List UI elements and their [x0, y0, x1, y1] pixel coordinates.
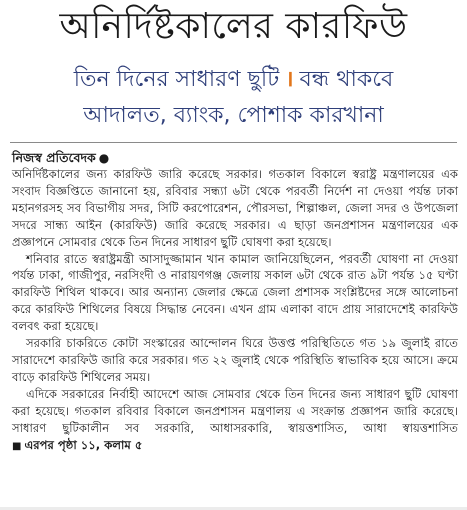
divider-rule: [10, 142, 457, 143]
subheadline-separator: ।: [285, 67, 294, 92]
headline: অনির্দিষ্টকালের কারফিউ: [59, 6, 408, 47]
byline: [12, 150, 109, 166]
article-paragraph: [12, 386, 458, 456]
subheadline-part-1: তিন দিনের সাধারণ ছুটি: [73, 67, 280, 92]
byline-text: নিজস্ব প্রতিবেদক: [12, 150, 96, 165]
continuation-text: এরপর পৃষ্ঠা ১১, কলাম ৫: [24, 437, 143, 452]
bullet-icon: ●: [98, 151, 110, 165]
subheadline-line-2: আদালত, ব্যাংক, পোশাক কারখানা: [83, 103, 384, 128]
subheadline-line-1: [0, 64, 467, 96]
continuation-note[interactable]: [12, 438, 142, 452]
article-paragraph: শনিবার রাতে স্বরাষ্ট্রমন্ত্রী আসাদুজ্জামান খান কামাল জানিয়েছিলেন, পরবর্তী ঘোষণা না দেওয়া পর্যন্ত ঢাকা, গাজীপুর, নরসিংদী ও নারায়ণগঞ্জ জেলায় সকাল ৬টা থেকে রাত ৯টা পর্যন্ত ১৫ ঘণ্টা কারফিউ শিথিল থাকবে। আর অন্যান্য জেলার ক্ষেত্রে জেলা প্রশাসক সংশ্লিষ্টদের সঙ্গে আলোচনা করে কারফিউ শিথিলের বিষয়ে সিদ্ধান্ত নেবেন। এখন গ্রাম এলাকা বাদে প্রায় সারাদেশেই কারফিউ বলবৎ করা হয়েছে।: [12, 251, 458, 334]
article-paragraph: সরকারি চাকরিতে কোটা সংস্কারের আন্দোলন ঘিরে উত্তপ্ত পরিস্থিতিতে গত ১৯ জুলাই রাতে সারাদেশে কারফিউ জারি করে সরকার। গত ২২ জুলাই থেকে পরিস্থিতি স্বাভাবিক হয়ে আসে। ক্রমে বাড়ে কারফিউ শিথিলের সময়।: [12, 336, 458, 384]
article-body: [12, 166, 458, 455]
square-bullet-icon: ■: [12, 440, 22, 452]
article-paragraph-text: এদিকে সরকারের নির্বাহী আদেশে আজ সোমবার থেকে তিন দিনের জন্য সাধারণ ছুটি ঘোষণা করা হয়েছে। গতকাল রবিবার বিকালে জনপ্রশাসন মন্ত্রণালয় এ সংক্রান্ত প্রজ্ঞাপন জারি করেছে। সাধারণ ছুটিকালীন সব সরকারি, আধাসরকারি, স্বায়ত্তশাসিত, আধা স্বায়ত্তশাসিত: [12, 386, 458, 435]
article-paragraph: অনির্দিষ্টকালের জন্য কারফিউ জারি করেছে সরকার। গতকাল বিকালে স্বরাষ্ট্র মন্ত্রণালয়ের এক সংবাদ বিজ্ঞপ্তিতে জানানো হয়, রবিবার সন্ধ্যা ৬টা থেকে পরবর্তী নির্দেশ না দেওয়া পর্যন্ত ঢাকা মহানগরসহ সব বিভাগীয় সদর, সিটি করপোরেশন, পৌরসভা, শিল্পাঞ্চল, জেলা সদর ও উপজেলা সদরে সান্ধ্য আইন (কারফিউ) জারি করেছে সরকার। এ ছাড়া জনপ্রশাসন মন্ত্রণালয়ের এক প্রজ্ঞাপনে সোমবার থেকে তিন দিনের সাধারণ ছুটি ঘোষণা করা হয়েছে।: [12, 167, 458, 249]
subheadline-part-2: বন্ধ থাকবে: [299, 67, 394, 92]
